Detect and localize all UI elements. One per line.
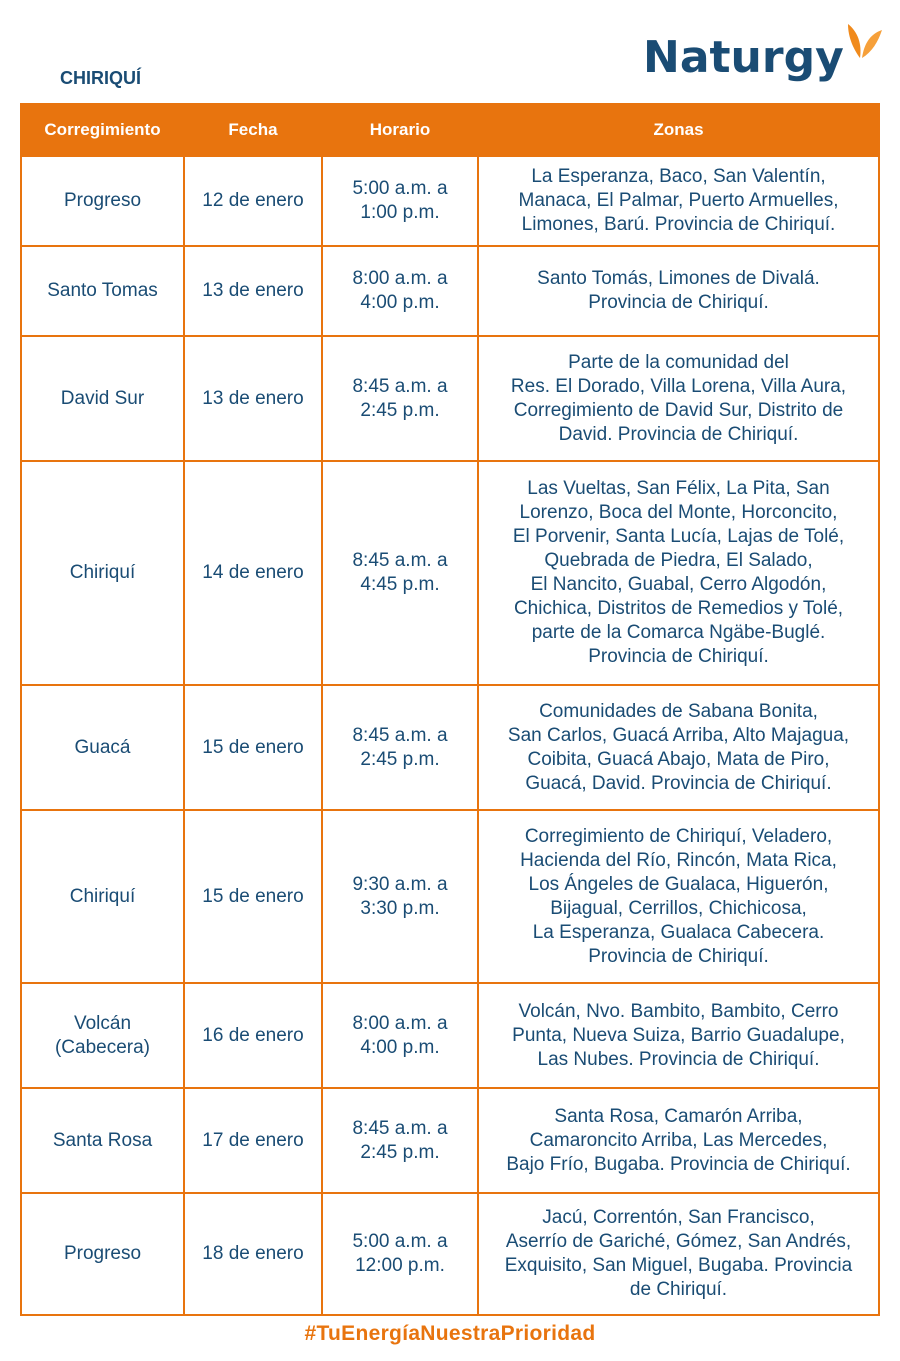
cell-zonas: Jacú, Correntón, San Francisco, Aserrío de Gariché, Gómez, San Andrés, Exquisito, San Miguel, Bugaba. Provincia de Chiriquí. [478,1193,879,1315]
table-row [21,461,879,685]
cell-fecha: 12 de enero [184,156,322,246]
table-row [21,246,879,336]
cell-fecha: 13 de enero [184,246,322,336]
brand-name: Naturgy [643,32,844,83]
cell-corregimiento: Chiriquí [21,810,184,983]
cell-horario: 8:45 a.m. a 2:45 p.m. [322,1088,478,1193]
cell-zonas: Volcán, Nvo. Bambito, Bambito, Cerro Punta, Nueva Suiza, Barrio Guadalupe, Las Nubes. Provincia de Chiriquí. [478,983,879,1088]
brand-logo [643,18,884,83]
cell-fecha: 15 de enero [184,810,322,983]
cell-zonas: Corregimiento de Chiriquí, Veladero, Hacienda del Río, Rincón, Mata Rica, Los Ángeles de Gualaca, Higuerón, Bijagual, Cerrillos, Chichicosa, La Esperanza, Gualaca Cabecera. Provincia de Chiriquí. [478,810,879,983]
cell-zonas: Santa Rosa, Camarón Arriba, Camaroncito Arriba, Las Mercedes, Bajo Frío, Bugaba. Provincia de Chiriquí. [478,1088,879,1193]
cell-horario: 8:00 a.m. a 4:00 p.m. [322,246,478,336]
cell-horario: 8:45 a.m. a 4:45 p.m. [322,461,478,685]
header-fecha: Fecha [184,104,322,156]
cell-fecha: 15 de enero [184,685,322,810]
cell-corregimiento: David Sur [21,336,184,461]
cell-zonas: Santo Tomás, Limones de Divalá. Provincia de Chiriquí. [478,246,879,336]
header-horario: Horario [322,104,478,156]
cell-fecha: 16 de enero [184,983,322,1088]
cell-fecha: 18 de enero [184,1193,322,1315]
region-title: CHIRIQUÍ [60,68,141,88]
cell-corregimiento: Progreso [21,156,184,246]
table-row [21,336,879,461]
cell-corregimiento: Chiriquí [21,461,184,685]
cell-corregimiento: Santo Tomas [21,246,184,336]
cell-corregimiento: Volcán (Cabecera) [21,983,184,1088]
cell-fecha: 14 de enero [184,461,322,685]
cell-zonas: Las Vueltas, San Félix, La Pita, San Lorenzo, Boca del Monte, Horconcito, El Porvenir, Santa Lucía, Lajas de Tolé, Quebrada de Piedra, El Salado, El Nancito, Guabal, Cerro Algodón, Chichica, Distritos de Remedios y Tolé, parte de la Comarca Ngäbe-Buglé. Provincia de Chiriquí. [478,461,879,685]
cell-zonas: La Esperanza, Baco, San Valentín, Manaca, El Palmar, Puerto Armuelles, Limones, Barú. Provincia de Chiriquí. [478,156,879,246]
table-row [21,810,879,983]
cell-horario: 8:00 a.m. a 4:00 p.m. [322,983,478,1088]
cell-horario: 8:45 a.m. a 2:45 p.m. [322,336,478,461]
cell-horario: 9:30 a.m. a 3:30 p.m. [322,810,478,983]
campaign-hashtag: #TuEnergíaNuestraPrioridad [304,1322,596,1345]
cell-corregimiento: Guacá [21,685,184,810]
cell-horario: 8:45 a.m. a 2:45 p.m. [322,685,478,810]
table-row [21,156,879,246]
schedule-table [20,103,880,1316]
cell-horario: 5:00 a.m. a 12:00 p.m. [322,1193,478,1315]
cell-corregimiento: Santa Rosa [21,1088,184,1193]
cell-horario: 5:00 a.m. a 1:00 p.m. [322,156,478,246]
cell-zonas: Comunidades de Sabana Bonita, San Carlos, Guacá Arriba, Alto Majagua, Coibita, Guacá Abajo, Mata de Piro, Guacá, David. Provincia de Chiriquí. [478,685,879,810]
butterfly-icon [838,18,884,66]
table-row [21,1193,879,1315]
cell-corregimiento: Progreso [21,1193,184,1315]
cell-fecha: 17 de enero [184,1088,322,1193]
table-row [21,1088,879,1193]
header-corregimiento: Corregimiento [21,104,184,156]
cell-zonas: Parte de la comunidad del Res. El Dorado, Villa Lorena, Villa Aura, Corregimiento de David Sur, Distrito de David. Provincia de Chiriquí. [478,336,879,461]
table-row [21,685,879,810]
header-zonas: Zonas [478,104,879,156]
cell-fecha: 13 de enero [184,336,322,461]
table-header-row [21,104,879,156]
table-row [21,983,879,1088]
